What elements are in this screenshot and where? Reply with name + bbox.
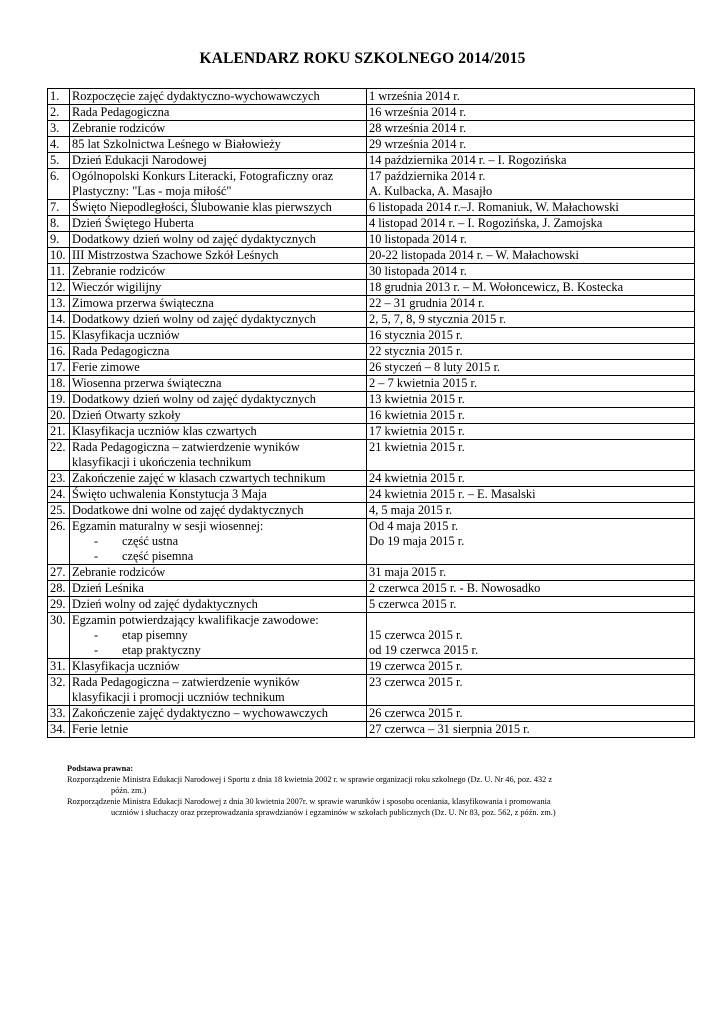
table-row (48, 89, 695, 105)
event-cell (70, 248, 367, 264)
date-text: 19 czerwca 2015 r. (369, 659, 463, 673)
bullet-dash: - (94, 643, 99, 657)
event-text: Dodatkowe dni wolne od zajęć dydaktycznych (72, 503, 304, 517)
date-cell (367, 89, 695, 105)
event-text: Wieczór wigilijny (72, 280, 162, 294)
event-cell (70, 216, 367, 232)
table-row (48, 424, 695, 440)
date-text: 21 kwietnia 2015 r. (369, 440, 465, 454)
table-row (48, 581, 695, 597)
event-cell (70, 137, 367, 153)
date-text: 4, 5 maja 2015 r. (369, 503, 453, 517)
row-number: 29. (48, 597, 70, 613)
bullet-dash: - (94, 549, 99, 563)
table-row (48, 392, 695, 408)
table-row (48, 565, 695, 581)
date-cell (367, 424, 695, 440)
event-cell (70, 440, 367, 471)
table-row (48, 344, 695, 360)
event-text: Plastyczny: "Las - moja miłość" (72, 184, 232, 198)
event-cell (70, 105, 367, 121)
date-cell (367, 613, 695, 659)
row-number: 15. (48, 328, 70, 344)
event-sub-text: etap praktyczny (122, 643, 201, 657)
page-title: KALENDARZ ROKU SZKOLNEGO 2014/2015 (199, 50, 526, 67)
table-row (48, 105, 695, 121)
date-cell (367, 169, 695, 200)
table-row (48, 153, 695, 169)
event-cell (70, 232, 367, 248)
legal-regulation-2-line-1: Rozporządzenie Ministra Edukacji Narodowej z dnia 30 kwietnia 2007r. w sprawie warunków i sposobu oceniania, klasyfikowania i promowania (67, 797, 551, 806)
legal-basis (67, 763, 677, 818)
date-text: 22 stycznia 2015 r. (369, 344, 463, 358)
event-cell (70, 597, 367, 613)
row-number: 24. (48, 487, 70, 503)
event-text: Zebranie rodziców (72, 121, 166, 135)
row-number: 10. (48, 248, 70, 264)
event-text: Święto Niepodległości, Ślubowanie klas pierwszych (72, 200, 332, 214)
legal-regulation-1-line-2: późn. zm.) (111, 786, 147, 795)
event-cell (70, 675, 367, 706)
date-text: 5 czerwca 2015 r. (369, 597, 457, 611)
legal-basis-heading: Podstawa prawna: (67, 764, 134, 773)
row-number: 21. (48, 424, 70, 440)
event-cell (70, 659, 367, 675)
event-text: Dodatkowy dzień wolny od zajęć dydaktycznych (72, 312, 316, 326)
event-sub-item (72, 534, 364, 549)
row-number: 20. (48, 408, 70, 424)
legal-regulation-2-line-2: uczniów i słuchaczy oraz przeprowadzania sprawdzianów i egzaminów w szkołach publicznych (Dz. U. Nr 83, poz. 562, z późn. zm.) (111, 808, 556, 817)
row-number: 33. (48, 706, 70, 722)
event-text: Rada Pedagogiczna – zatwierdzenie wyników (72, 440, 300, 454)
date-cell (367, 248, 695, 264)
date-text: 13 kwietnia 2015 r. (369, 392, 465, 406)
event-sub-text: część ustna (122, 534, 179, 548)
table-row (48, 280, 695, 296)
date-cell (367, 503, 695, 519)
table-row (48, 169, 695, 200)
date-text: 24 kwietnia 2015 r. (369, 471, 465, 485)
table-row (48, 296, 695, 312)
event-text: Rozpoczęcie zajęć dydaktyczno-wychowawczych (72, 89, 320, 103)
date-cell (367, 105, 695, 121)
date-cell (367, 440, 695, 471)
event-sub-item (72, 643, 364, 658)
event-cell (70, 360, 367, 376)
date-cell (367, 121, 695, 137)
table-row (48, 706, 695, 722)
date-cell (367, 408, 695, 424)
row-number: 8. (48, 216, 70, 232)
date-cell (367, 706, 695, 722)
row-number: 3. (48, 121, 70, 137)
table-row (48, 360, 695, 376)
event-cell (70, 408, 367, 424)
table-row (48, 264, 695, 280)
date-text (369, 613, 692, 628)
date-cell (367, 487, 695, 503)
event-cell (70, 153, 367, 169)
event-cell (70, 392, 367, 408)
event-text: Dzień wolny od zajęć dydaktycznych (72, 597, 258, 611)
date-cell (367, 280, 695, 296)
event-cell (70, 328, 367, 344)
date-text: 22 – 31 grudnia 2014 r. (369, 296, 485, 310)
table-row (48, 200, 695, 216)
row-number: 28. (48, 581, 70, 597)
event-cell (70, 503, 367, 519)
event-sub-item (72, 628, 364, 643)
date-cell (367, 137, 695, 153)
row-number: 32. (48, 675, 70, 706)
event-cell (70, 613, 367, 659)
date-text: 16 stycznia 2015 r. (369, 328, 463, 342)
row-number: 23. (48, 471, 70, 487)
table-row (48, 675, 695, 706)
calendar-table-body (48, 89, 695, 738)
date-cell (367, 392, 695, 408)
bullet-dash: - (94, 534, 99, 548)
event-text: Zakończenie zajęć dydaktyczno – wychowawczych (72, 706, 328, 720)
date-cell (367, 659, 695, 675)
event-text: Dzień Otwarty szkoły (72, 408, 181, 422)
row-number: 16. (48, 344, 70, 360)
event-cell (70, 565, 367, 581)
event-cell (70, 200, 367, 216)
row-number: 17. (48, 360, 70, 376)
row-number: 22. (48, 440, 70, 471)
row-number: 14. (48, 312, 70, 328)
event-text: Zebranie rodziców (72, 264, 166, 278)
date-text: od 19 czerwca 2015 r. (369, 643, 479, 657)
date-text: 18 grudnia 2013 r. – M. Wołoncewicz, B. Kostecka (369, 280, 624, 294)
date-cell (367, 232, 695, 248)
table-row (48, 137, 695, 153)
event-text: Zimowa przerwa świąteczna (72, 296, 214, 310)
event-cell (70, 169, 367, 200)
event-cell (70, 312, 367, 328)
date-cell (367, 264, 695, 280)
date-text: 17 kwietnia 2015 r. (369, 424, 465, 438)
row-number: 2. (48, 105, 70, 121)
event-text: Dodatkowy dzień wolny od zajęć dydaktycznych (72, 232, 316, 246)
event-text: Ferie letnie (72, 722, 129, 736)
event-cell (70, 376, 367, 392)
event-text: Ogólnopolski Konkurs Literacki, Fotograficzny oraz (72, 169, 334, 183)
event-cell (70, 344, 367, 360)
event-text: Klasyfikacja uczniów klas czwartych (72, 424, 257, 438)
table-row (48, 440, 695, 471)
date-cell (367, 675, 695, 706)
event-cell (70, 280, 367, 296)
table-row (48, 248, 695, 264)
table-row (48, 232, 695, 248)
table-row (48, 659, 695, 675)
event-text: Zebranie rodziców (72, 565, 166, 579)
event-text: Egzamin maturalny w sesji wiosennej: (72, 519, 264, 533)
row-number: 9. (48, 232, 70, 248)
event-sub-item (72, 549, 364, 564)
event-cell (70, 722, 367, 738)
row-number: 5. (48, 153, 70, 169)
row-number: 7. (48, 200, 70, 216)
table-row (48, 376, 695, 392)
date-text: A. Kulbacka, A. Masajło (369, 184, 493, 198)
date-cell (367, 376, 695, 392)
event-text: Rada Pedagogiczna (72, 344, 170, 358)
date-text: 30 listopada 2014 r. (369, 264, 467, 278)
row-number: 11. (48, 264, 70, 280)
date-text: 28 września 2014 r. (369, 121, 467, 135)
event-text: Dzień Edukacji Narodowej (72, 153, 207, 167)
event-text: Rada Pedagogiczna (72, 105, 170, 119)
calendar-table (47, 88, 695, 738)
row-number: 12. (48, 280, 70, 296)
event-text: Święto uchwalenia Konstytucja 3 Maja (72, 487, 267, 501)
event-text: Egzamin potwierdzający kwalifikacje zawodowe: (72, 613, 319, 627)
row-number: 30. (48, 613, 70, 659)
table-row (48, 519, 695, 565)
table-row (48, 328, 695, 344)
row-number: 6. (48, 169, 70, 200)
date-cell (367, 360, 695, 376)
row-number: 27. (48, 565, 70, 581)
date-text: 4 listopad 2014 r. – I. Rogozińska, J. Zamojska (369, 216, 603, 230)
event-cell (70, 487, 367, 503)
table-row (48, 121, 695, 137)
date-text: 26 styczeń – 8 luty 2015 r. (369, 360, 501, 374)
date-text: 26 czerwca 2015 r. (369, 706, 463, 720)
event-text: klasyfikacji i promocji uczniów technikum (72, 690, 285, 704)
date-cell (367, 153, 695, 169)
date-text: 24 kwietnia 2015 r. – E. Masalski (369, 487, 536, 501)
event-text: 85 lat Szkolnictwa Leśnego w Białowieży (72, 137, 281, 151)
date-text: 1 września 2014 r. (369, 89, 460, 103)
date-text: 20-22 listopada 2014 r. – W. Małachowski (369, 248, 579, 262)
table-row (48, 613, 695, 659)
row-number: 26. (48, 519, 70, 565)
date-cell (367, 200, 695, 216)
date-cell (367, 722, 695, 738)
date-cell (367, 328, 695, 344)
row-number: 25. (48, 503, 70, 519)
date-text: 27 czerwca – 31 sierpnia 2015 r. (369, 722, 530, 736)
bullet-dash: - (94, 628, 99, 642)
row-number: 1. (48, 89, 70, 105)
event-text: Dzień Leśnika (72, 581, 144, 595)
date-cell (367, 344, 695, 360)
date-text: 14 października 2014 r. – I. Rogozińska (369, 153, 567, 167)
event-cell (70, 296, 367, 312)
date-text: Od 4 maja 2015 r. (369, 519, 459, 533)
event-text: Rada Pedagogiczna – zatwierdzenie wyników (72, 675, 300, 689)
table-row (48, 312, 695, 328)
row-number: 34. (48, 722, 70, 738)
row-number: 18. (48, 376, 70, 392)
event-cell (70, 89, 367, 105)
event-text: Dzień Świętego Huberta (72, 216, 194, 230)
date-text: Do 19 maja 2015 r. (369, 534, 465, 548)
date-text: 2 czerwca 2015 r. - B. Nowosadko (369, 581, 541, 595)
event-cell (70, 519, 367, 565)
event-cell (70, 424, 367, 440)
table-row (48, 722, 695, 738)
date-cell (367, 565, 695, 581)
event-text: Ferie zimowe (72, 360, 140, 374)
legal-regulation-1-line-1: Rozporządzenie Ministra Edukacji Narodowej i Sportu z dnia 18 kwietnia 2002 r. w sprawie organizacji roku szkolnego (Dz. U. Nr 46, poz. 432 z (67, 775, 553, 784)
date-cell (367, 581, 695, 597)
row-number: 31. (48, 659, 70, 675)
date-text: 6 listopada 2014 r.–J. Romaniuk, W. Małachowski (369, 200, 619, 214)
date-text: 16 kwietnia 2015 r. (369, 408, 465, 422)
event-text: klasyfikacji i ukończenia technikum (72, 455, 252, 469)
date-text: 23 czerwca 2015 r. (369, 675, 463, 689)
date-cell (367, 597, 695, 613)
table-row (48, 503, 695, 519)
event-text: Klasyfikacja uczniów (72, 659, 180, 673)
event-text: III Mistrzostwa Szachowe Szkół Leśnych (72, 248, 279, 262)
date-text: 2, 5, 7, 8, 9 stycznia 2015 r. (369, 312, 506, 326)
event-text: Wiosenna przerwa świąteczna (72, 376, 222, 390)
date-cell (367, 216, 695, 232)
table-row (48, 471, 695, 487)
date-text: 16 września 2014 r. (369, 105, 467, 119)
date-text: 2 – 7 kwietnia 2015 r. (369, 376, 478, 390)
date-text: 10 listopada 2014 r. (369, 232, 467, 246)
date-cell (367, 296, 695, 312)
event-cell (70, 706, 367, 722)
date-cell (367, 471, 695, 487)
event-sub-text: etap pisemny (122, 628, 188, 642)
date-cell (367, 519, 695, 565)
row-number: 13. (48, 296, 70, 312)
date-text: 17 października 2014 r. (369, 169, 486, 183)
row-number: 19. (48, 392, 70, 408)
event-text: Klasyfikacja uczniów (72, 328, 180, 342)
event-sub-text: część pisemna (122, 549, 194, 563)
date-text: 15 czerwca 2015 r. (369, 628, 463, 642)
event-text: Dodatkowy dzień wolny od zajęć dydaktycznych (72, 392, 316, 406)
event-cell (70, 264, 367, 280)
row-number: 4. (48, 137, 70, 153)
date-text: 31 maja 2015 r. (369, 565, 447, 579)
table-row (48, 487, 695, 503)
event-cell (70, 471, 367, 487)
table-row (48, 597, 695, 613)
date-cell (367, 312, 695, 328)
date-text: 29 września 2014 r. (369, 137, 467, 151)
table-row (48, 408, 695, 424)
event-cell (70, 121, 367, 137)
event-cell (70, 581, 367, 597)
table-row (48, 216, 695, 232)
event-text: Zakończenie zajęć w klasach czwartych technikum (72, 471, 326, 485)
